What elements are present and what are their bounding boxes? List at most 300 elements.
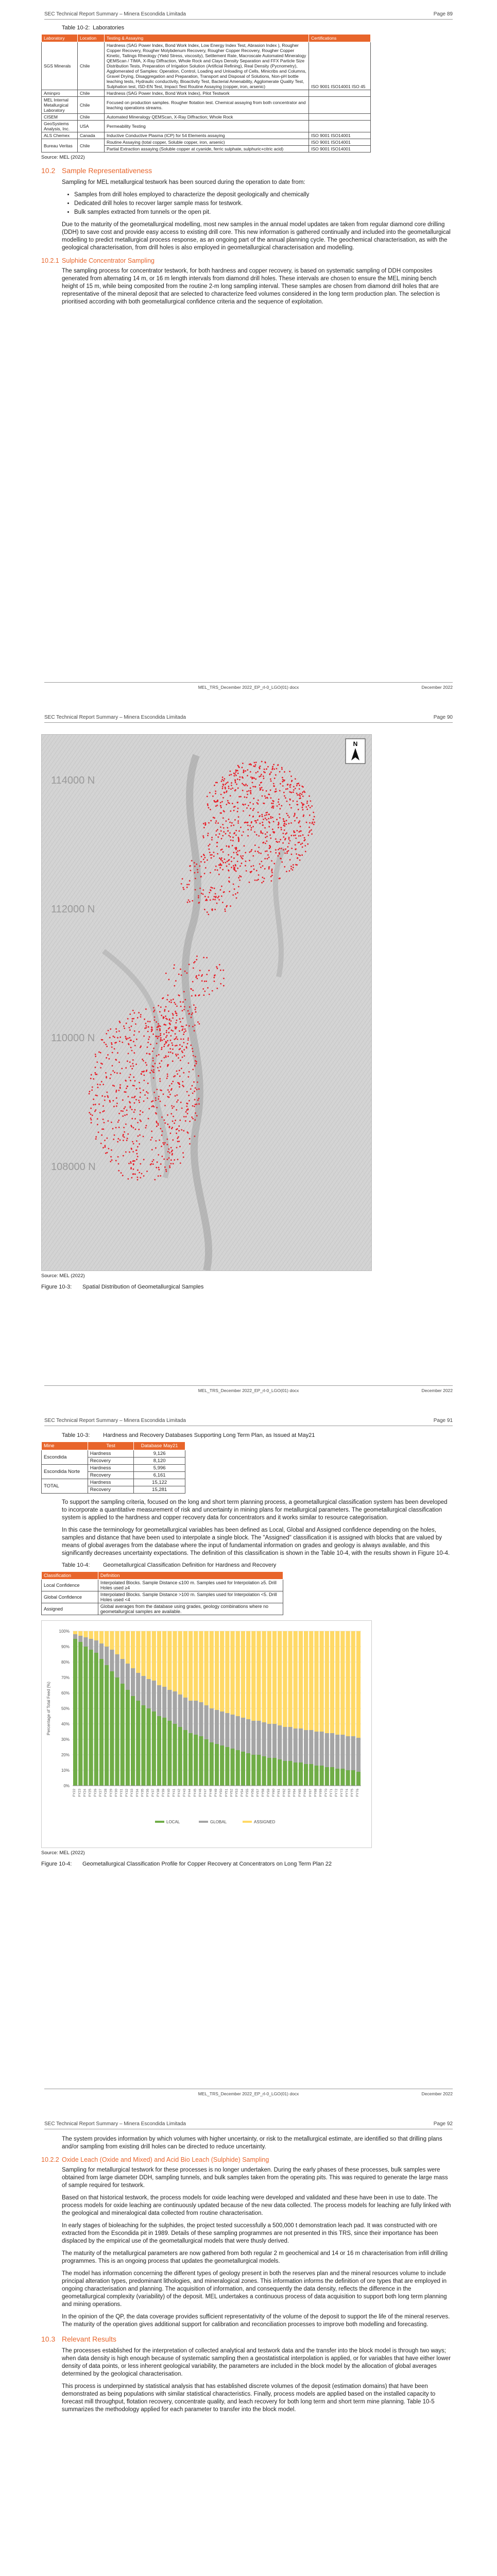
sample-point xyxy=(100,1143,102,1144)
sample-point xyxy=(157,1038,159,1039)
sample-point xyxy=(215,782,217,784)
sample-point xyxy=(220,812,221,814)
sample-point xyxy=(161,1116,163,1118)
sample-point xyxy=(270,781,272,782)
sample-point xyxy=(163,1039,165,1040)
sample-point xyxy=(287,788,288,790)
paragraph: In early stages of bioleaching for the sulphides, the project tested successfully a 500,000 t demonstration leach pad. It was constructed with ore extracted from the Escondida pit in 1989. Details of these sampling programmes are not presented in this TRS, since their importance has been displaced by the empirical use of the geometallurgical models that were thusly derived. xyxy=(62,2223,438,2244)
sample-point xyxy=(198,975,200,976)
sample-point xyxy=(213,852,215,853)
sample-point xyxy=(220,826,221,828)
sample-point xyxy=(139,1143,140,1145)
page-92 xyxy=(0,2110,497,2576)
bar-segment-global xyxy=(225,1713,229,1747)
sample-point xyxy=(123,1155,124,1157)
table-header-row xyxy=(42,1442,185,1450)
sample-point xyxy=(123,1127,125,1128)
sample-point xyxy=(126,1140,128,1141)
bar-segment-global xyxy=(256,1721,261,1755)
sample-point xyxy=(203,957,204,958)
bar-segment-global xyxy=(283,1727,287,1761)
page-content xyxy=(41,1432,453,1870)
sample-point xyxy=(95,1074,96,1075)
x-tick-label: FY44 xyxy=(188,1789,192,1797)
sample-point xyxy=(260,831,262,832)
sample-point xyxy=(144,1019,145,1020)
paragraph: Sampling for metallurgical testwork for these processes is no longer undertaken. During the early phases of these processes, bulk samples were obtained from large diameter DDH, sampling tunnels, and bulk samples taken from the operating pits. This was required to generate the large mass of sample required for testwork. xyxy=(62,2167,448,2189)
sample-point xyxy=(203,837,204,838)
sample-point xyxy=(281,769,283,770)
table-cell xyxy=(309,121,371,132)
sample-point xyxy=(121,1110,122,1112)
bar-segment-assigned xyxy=(136,1631,140,1673)
sample-point xyxy=(145,1023,147,1024)
sample-point xyxy=(285,824,287,825)
x-tick-label: FY57 xyxy=(256,1789,260,1797)
sample-point xyxy=(178,974,180,975)
sample-point xyxy=(118,1127,120,1128)
sample-point xyxy=(220,859,222,861)
table-cell: GeoSystems Analysis, Inc. xyxy=(42,121,78,132)
sample-point xyxy=(188,884,190,885)
sample-point xyxy=(106,1057,107,1059)
sample-point xyxy=(243,810,244,812)
bar-segment-local xyxy=(241,1752,245,1786)
sample-point xyxy=(169,1019,170,1020)
table-row xyxy=(42,139,371,146)
sample-point xyxy=(168,1157,170,1159)
page-89 xyxy=(0,0,497,703)
sample-point xyxy=(89,1093,90,1095)
sample-point xyxy=(299,795,301,797)
y-tick-label: 20% xyxy=(61,1753,70,1757)
sample-point xyxy=(259,863,261,865)
chart-svg xyxy=(42,1621,371,1848)
sample-point xyxy=(253,808,254,809)
sample-point xyxy=(160,1039,162,1040)
sample-point xyxy=(239,879,241,881)
sample-point xyxy=(227,800,229,802)
sample-point xyxy=(178,1057,179,1059)
sample-point xyxy=(237,861,238,862)
sample-point xyxy=(250,866,252,867)
sample-point xyxy=(127,1133,129,1135)
sample-point xyxy=(175,1028,177,1029)
sample-point xyxy=(183,1049,185,1050)
sample-point xyxy=(258,800,259,801)
bar-segment-local xyxy=(147,1708,151,1786)
sample-point xyxy=(132,1085,134,1087)
sample-point xyxy=(175,1095,176,1097)
bar-segment-local xyxy=(262,1756,266,1786)
x-tick-label: FY68 xyxy=(314,1789,318,1797)
sample-point xyxy=(147,1092,149,1094)
x-tick-label: FY43 xyxy=(182,1789,186,1797)
sample-point xyxy=(312,823,313,824)
sample-point xyxy=(295,844,296,845)
sample-point xyxy=(271,869,273,870)
sample-point xyxy=(230,795,231,796)
sample-point xyxy=(293,864,294,866)
sample-point xyxy=(164,1122,166,1124)
sample-point xyxy=(282,781,283,783)
sample-point xyxy=(299,859,301,861)
sample-point xyxy=(166,1032,167,1033)
x-tick-label: FY23 xyxy=(78,1789,82,1797)
sample-point xyxy=(214,801,215,802)
sample-point xyxy=(249,825,251,826)
sample-point xyxy=(253,777,255,779)
sample-point xyxy=(104,1099,106,1101)
sample-point xyxy=(261,787,263,788)
sample-point xyxy=(266,819,268,821)
sample-point xyxy=(220,889,221,891)
sample-point xyxy=(232,845,233,846)
sample-point xyxy=(204,896,206,897)
sample-point xyxy=(133,1111,135,1113)
page-header xyxy=(44,715,453,723)
sample-point xyxy=(147,1021,149,1022)
bar-segment-global xyxy=(136,1673,140,1701)
sample-point xyxy=(223,827,225,829)
bar-segment-assigned xyxy=(299,1631,303,1728)
table-cell: Recovery xyxy=(88,1486,134,1494)
sample-point xyxy=(118,1138,119,1140)
sample-point xyxy=(255,778,256,780)
sample-point xyxy=(187,1038,189,1039)
sample-point xyxy=(228,880,230,882)
bar-segment-global xyxy=(314,1732,318,1766)
x-tick-label: FY33 xyxy=(130,1789,134,1797)
sample-point xyxy=(220,831,222,832)
sample-point xyxy=(193,968,194,969)
sample-point xyxy=(224,858,226,860)
sample-point xyxy=(191,988,192,990)
sample-point xyxy=(143,1090,144,1091)
x-tick-label: FY36 xyxy=(146,1789,150,1797)
sample-point xyxy=(209,994,210,995)
sample-point xyxy=(192,1085,193,1087)
sample-point xyxy=(222,784,224,785)
sample-point xyxy=(166,1171,167,1172)
sample-point xyxy=(186,1103,187,1104)
bar-segment-assigned xyxy=(236,1631,240,1716)
sample-point xyxy=(89,1091,91,1092)
sample-point xyxy=(258,874,260,876)
sample-point xyxy=(266,797,268,799)
sample-point xyxy=(177,1141,179,1142)
sample-point xyxy=(205,867,207,869)
sample-point xyxy=(109,1101,111,1103)
sample-point xyxy=(179,1120,181,1121)
sample-point xyxy=(273,783,275,785)
sample-point xyxy=(263,775,264,777)
sample-point xyxy=(147,1082,149,1084)
sample-point xyxy=(285,788,287,790)
table-cell: 9,126 xyxy=(134,1450,185,1458)
sample-point xyxy=(130,1167,132,1168)
sample-point xyxy=(258,803,259,805)
sample-point xyxy=(189,1121,191,1122)
sample-point xyxy=(153,1092,155,1093)
sample-point xyxy=(277,805,278,807)
sample-point xyxy=(223,780,225,782)
sample-point xyxy=(271,870,272,872)
sample-point xyxy=(149,1036,150,1038)
sample-point xyxy=(167,1151,169,1153)
bar-segment-assigned xyxy=(267,1631,271,1724)
sample-point xyxy=(135,1099,137,1100)
sample-point xyxy=(237,808,239,809)
sample-point xyxy=(301,802,302,804)
sample-point xyxy=(222,817,224,819)
page-90 xyxy=(0,703,497,1406)
sample-point xyxy=(175,1004,176,1005)
sample-point xyxy=(168,1127,170,1128)
sample-point xyxy=(288,817,290,818)
sample-point xyxy=(273,764,275,766)
sample-point xyxy=(118,1170,119,1172)
sample-point xyxy=(172,1153,173,1155)
header-title: SEC Technical Report Summary – Minera Escondida Limitada xyxy=(44,1418,186,1423)
table-row xyxy=(42,1580,283,1591)
sample-point xyxy=(175,1045,176,1046)
bar-segment-global xyxy=(131,1668,135,1696)
sample-point xyxy=(284,771,285,773)
sample-point xyxy=(134,1030,135,1032)
x-tick-label: FY25 xyxy=(88,1789,92,1797)
x-tick-label: FY39 xyxy=(162,1789,166,1797)
sample-point xyxy=(216,988,218,989)
sample-point xyxy=(110,1074,112,1076)
sample-point xyxy=(213,856,215,857)
sample-point xyxy=(164,1044,165,1045)
sample-point xyxy=(293,791,294,793)
sample-point xyxy=(165,1006,167,1008)
x-tick-label: FY31 xyxy=(119,1789,124,1797)
bar-segment-global xyxy=(94,1640,98,1653)
sample-point xyxy=(283,819,284,820)
bar-segment-local xyxy=(99,1659,104,1786)
sample-point xyxy=(264,815,266,817)
sample-point xyxy=(273,821,275,822)
sample-point xyxy=(204,861,205,863)
table-row xyxy=(42,90,371,97)
bar-segment-assigned xyxy=(241,1631,245,1718)
sample-point xyxy=(215,793,216,794)
sample-point xyxy=(273,806,275,807)
sample-point xyxy=(214,785,215,786)
bar-segment-local xyxy=(220,1745,224,1786)
bar-segment-global xyxy=(99,1643,104,1659)
sample-point xyxy=(126,1088,127,1089)
sample-point xyxy=(250,787,251,789)
sample-point xyxy=(158,1154,159,1156)
sample-point xyxy=(309,826,310,828)
sample-point xyxy=(136,1159,138,1160)
bar-segment-global xyxy=(210,1708,214,1742)
bar-segment-global xyxy=(320,1732,324,1766)
table-cell: Hardness xyxy=(88,1450,134,1458)
northing-label: 108000 N xyxy=(51,1161,96,1173)
sample-point xyxy=(247,769,248,771)
sample-point xyxy=(132,1065,134,1067)
sample-point xyxy=(283,825,285,826)
sample-point xyxy=(293,867,294,868)
sample-point xyxy=(259,767,260,768)
sample-point xyxy=(122,1110,124,1112)
sample-point xyxy=(180,1006,182,1007)
sample-point xyxy=(207,803,209,805)
y-tick-label: 30% xyxy=(61,1737,70,1742)
table-row xyxy=(42,42,371,90)
sample-point xyxy=(245,804,246,805)
x-tick-label: FY29 xyxy=(109,1789,113,1797)
sample-point xyxy=(268,814,270,815)
sample-point xyxy=(229,859,230,861)
sample-point xyxy=(152,1071,154,1073)
sample-point xyxy=(271,875,273,876)
sample-point xyxy=(199,970,201,971)
sample-point xyxy=(251,827,252,828)
sample-point xyxy=(273,863,275,865)
sample-point xyxy=(226,783,227,784)
sample-point xyxy=(115,1160,117,1161)
sample-point xyxy=(119,1087,121,1088)
sample-point xyxy=(115,1127,117,1128)
bar-segment-local xyxy=(267,1758,271,1786)
sample-point xyxy=(195,1009,196,1010)
bar-segment-global xyxy=(230,1715,234,1749)
sample-point xyxy=(175,1026,176,1028)
sample-point xyxy=(95,1138,97,1140)
sample-point xyxy=(257,819,259,821)
sample-point xyxy=(94,1111,96,1112)
sample-point xyxy=(158,1098,159,1100)
bar-segment-assigned xyxy=(304,1631,308,1730)
sample-point xyxy=(165,1037,167,1038)
sample-point xyxy=(101,1039,102,1041)
sample-point xyxy=(142,1059,143,1060)
sample-point xyxy=(276,819,278,820)
bar-segment-local xyxy=(283,1761,287,1786)
bar-segment-assigned xyxy=(131,1631,135,1668)
sample-point xyxy=(146,1071,147,1072)
sample-point xyxy=(204,980,205,982)
sample-point xyxy=(90,1117,92,1119)
sample-point xyxy=(289,840,291,842)
sample-point xyxy=(275,838,277,840)
sample-point xyxy=(153,1047,155,1049)
sample-point xyxy=(133,1052,135,1054)
sample-point xyxy=(148,1039,149,1040)
sample-point xyxy=(125,1124,127,1125)
sample-point xyxy=(151,1101,152,1103)
sample-point xyxy=(240,796,242,798)
sample-point xyxy=(117,1141,118,1143)
sample-point xyxy=(119,1037,121,1038)
bar-segment-assigned xyxy=(199,1631,203,1702)
sample-point xyxy=(231,785,232,786)
sample-point xyxy=(161,1015,162,1016)
sample-point xyxy=(163,1046,165,1047)
sample-point xyxy=(302,795,304,797)
sample-point xyxy=(241,857,243,859)
sample-point xyxy=(160,1007,162,1008)
sample-point xyxy=(228,870,229,871)
sample-point xyxy=(220,807,222,808)
sample-point xyxy=(254,766,256,767)
sample-point xyxy=(254,879,256,881)
sample-point xyxy=(231,822,233,824)
sample-point xyxy=(145,1127,147,1129)
sample-point xyxy=(195,878,196,879)
sample-point xyxy=(192,900,193,902)
bar-segment-global xyxy=(89,1639,93,1650)
sample-point xyxy=(233,833,235,835)
bar-segment-assigned xyxy=(210,1631,214,1708)
sample-point xyxy=(175,1022,177,1024)
sample-point xyxy=(233,773,235,774)
sample-point xyxy=(131,1068,133,1070)
sample-point xyxy=(298,794,300,796)
x-tick-label: FY75 xyxy=(350,1789,354,1797)
bar-segment-local xyxy=(73,1639,77,1786)
sample-point xyxy=(167,1040,168,1042)
sample-point xyxy=(282,777,283,778)
sample-point xyxy=(176,1027,177,1028)
sample-point xyxy=(261,832,262,834)
sample-point xyxy=(289,859,291,861)
sample-point xyxy=(152,1033,154,1035)
sample-point xyxy=(127,1086,128,1087)
sample-point xyxy=(208,896,209,898)
sample-point xyxy=(262,865,264,867)
sample-point xyxy=(175,1120,176,1121)
sample-point xyxy=(121,1172,122,1174)
sample-point xyxy=(266,790,267,792)
x-tick-label: FY24 xyxy=(83,1789,87,1797)
table-cell: ISO 9001 ISO14001 ISO 45 xyxy=(309,42,371,90)
table-cell: Aminpro xyxy=(42,90,78,97)
bar-segment-local xyxy=(340,1769,345,1786)
x-tick-label: FY53 xyxy=(235,1789,239,1797)
sample-point xyxy=(210,889,211,891)
sample-point xyxy=(209,852,211,853)
sample-point xyxy=(260,766,261,767)
sample-point xyxy=(290,822,292,824)
sample-point xyxy=(169,1085,170,1087)
sample-point xyxy=(229,822,231,823)
x-tick-label: FY48 xyxy=(209,1789,213,1797)
list-item: • Bulk samples extracted from tunnels or the open pit. xyxy=(74,209,453,216)
sample-point xyxy=(216,903,218,904)
sample-point xyxy=(112,1128,114,1129)
y-tick-label: 60% xyxy=(61,1691,70,1696)
sample-point xyxy=(272,807,274,809)
sample-point xyxy=(160,1040,161,1042)
sample-point xyxy=(196,1104,198,1105)
sample-point xyxy=(140,1110,141,1112)
sample-point xyxy=(172,1139,174,1141)
sample-point xyxy=(169,1152,170,1154)
sample-point xyxy=(132,1174,134,1175)
sample-point xyxy=(218,896,219,897)
sample-point xyxy=(106,1033,107,1035)
sample-point xyxy=(194,1106,195,1107)
paragraph: The processes established for the interpretation of collected analytical and testwork data and the transfer into the block model is through two ways; when data density is high enough because of systematic sampling then a geostatistical interpolation is applied, or for variables that have either lower density of data points, or less inherent geological variability, the parameters are included in the block model by the allocation of global averages determined by the geological characterisation. xyxy=(62,2348,451,2377)
sample-point xyxy=(228,863,230,865)
